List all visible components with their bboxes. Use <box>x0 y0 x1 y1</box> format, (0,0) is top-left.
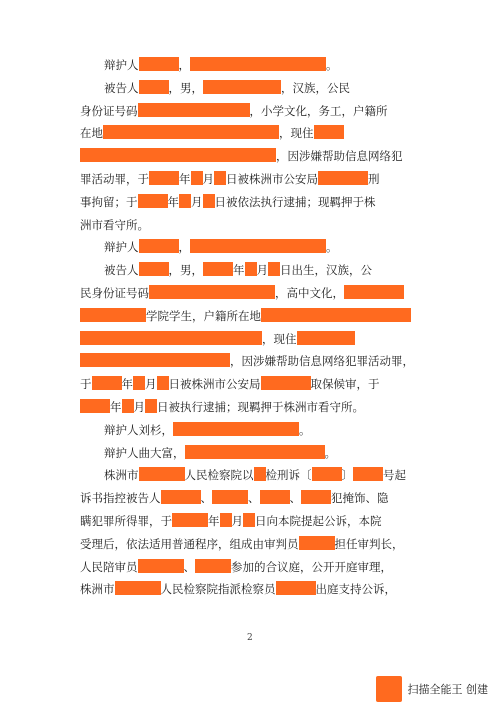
page-number: 2 <box>247 633 253 643</box>
line-text: 月 <box>231 514 243 528</box>
text-line <box>80 170 440 189</box>
redaction-block <box>179 194 191 208</box>
redaction-block <box>157 376 169 390</box>
text-line <box>80 193 440 212</box>
line-text: ，现住 <box>279 126 314 141</box>
redaction-block <box>138 103 250 117</box>
line-text: 月 <box>191 194 203 209</box>
redaction-block <box>139 80 169 94</box>
line-text: 民身份证号码 <box>80 286 149 300</box>
line-text: 年 <box>208 514 220 528</box>
line-text: 辩护人刘杉， <box>104 422 173 437</box>
redaction-block <box>314 125 344 139</box>
line-text: ，汉族，公民 <box>281 80 350 95</box>
line-text: 出庭支持公诉， <box>315 582 396 597</box>
redaction-block <box>173 422 299 436</box>
line-text: 检刑诉〔 <box>265 468 312 483</box>
line-text: ，因涉嫌帮助信息网络犯 <box>276 149 403 164</box>
redaction-block <box>297 331 355 345</box>
redaction-block <box>139 57 179 71</box>
line-text: 年 <box>110 400 122 414</box>
line-text: ，小学文化，务工，户籍所 <box>249 103 388 118</box>
line-text: 人民陪审员 <box>80 559 138 574</box>
line-text: 〕 <box>341 468 353 483</box>
text-line <box>80 489 440 508</box>
redaction-block <box>301 490 331 504</box>
line-text: 担任审判长， <box>334 536 404 551</box>
redaction-block <box>149 171 179 185</box>
line-text: 日出生，汉族，公 <box>280 263 372 278</box>
redaction-block <box>245 262 257 276</box>
redaction-block <box>139 467 185 481</box>
text-line <box>80 238 464 257</box>
redaction-block <box>145 399 157 413</box>
text-line <box>80 466 464 485</box>
text-line <box>80 421 464 440</box>
line-text: 瞒犯罪所得罪，于 <box>80 514 172 528</box>
line-text: 取保候审，于 <box>310 377 380 392</box>
redaction-block <box>318 171 368 185</box>
redaction-block <box>190 57 326 71</box>
line-text: 月 <box>202 172 214 186</box>
line-text: ，男， <box>168 80 203 95</box>
redaction-block <box>190 239 326 253</box>
line-text: 日向本院提起公诉，本院 <box>255 514 382 528</box>
line-text: 年 <box>233 263 245 278</box>
text-line <box>80 284 440 303</box>
text-line <box>80 512 440 531</box>
text-line <box>80 330 440 349</box>
line-text: 诉书指控被告人 <box>80 491 161 506</box>
line-text: 在地 <box>80 126 103 141</box>
line-text: ， <box>178 240 190 255</box>
text-line <box>80 147 440 166</box>
text-line <box>80 535 440 554</box>
redaction-block <box>80 308 146 322</box>
redaction-block <box>261 308 411 322</box>
line-text: 日被依法执行逮捕；现羁押于株 <box>214 194 376 209</box>
redaction-block <box>133 376 145 390</box>
redaction-block <box>203 194 215 208</box>
line-text: 辩护人 <box>104 58 139 72</box>
text-line <box>80 558 440 577</box>
redaction-block <box>80 353 230 367</box>
line-text: 刑 <box>368 172 380 186</box>
redaction-block <box>138 194 168 208</box>
text-line <box>80 124 440 143</box>
redaction-block <box>80 331 262 345</box>
redaction-block <box>122 399 134 413</box>
redaction-block <box>312 467 342 481</box>
redaction-block <box>172 513 208 527</box>
text-line <box>80 56 464 75</box>
line-text: 。 <box>324 445 336 460</box>
line-text: ，现住 <box>262 331 297 346</box>
line-text: 。 <box>326 240 338 255</box>
line-text: 年 <box>167 194 179 209</box>
line-text: 年 <box>179 172 191 186</box>
line-text: 、 <box>200 491 212 506</box>
redaction-block <box>138 559 184 573</box>
redaction-block <box>344 285 404 299</box>
line-text: 月 <box>145 377 157 392</box>
line-text: ，男， <box>168 263 203 278</box>
text-line <box>80 398 440 417</box>
text-line <box>80 216 440 235</box>
line-text: 辩护人曲大富， <box>104 445 185 460</box>
text-line <box>80 307 440 326</box>
line-text: 受理后，依法适用普通程序，组成由审判员 <box>80 536 299 551</box>
scanner-watermark <box>376 676 489 702</box>
line-text: 月 <box>256 263 268 278</box>
line-text: 、 <box>248 491 260 506</box>
text-line <box>80 444 464 463</box>
line-text: 犯掩饰、隐 <box>331 491 389 506</box>
line-text: 月 <box>133 400 145 414</box>
redaction-block <box>139 262 169 276</box>
line-text: ，高中文化， <box>275 286 344 300</box>
camscanner-logo-icon <box>376 676 402 702</box>
line-text: 身份证号码 <box>80 103 138 118</box>
redaction-block <box>254 467 266 481</box>
line-text: 罪活动罪，于 <box>80 172 149 186</box>
line-text: 洲市看守所。 <box>80 217 149 232</box>
redaction-block <box>115 581 161 595</box>
redaction-block <box>139 239 179 253</box>
line-text: 被告人 <box>104 263 139 278</box>
redaction-block <box>212 490 248 504</box>
line-text: 日被株洲市公安局 <box>226 172 318 186</box>
redaction-block <box>92 376 122 390</box>
line-text: 号起 <box>383 468 406 483</box>
text-line <box>80 261 464 280</box>
redaction-block <box>276 581 316 595</box>
line-text: 辩护人 <box>104 240 139 255</box>
text-line <box>80 79 464 98</box>
text-line <box>80 580 440 599</box>
redaction-block <box>149 285 275 299</box>
line-text: 于 <box>80 377 92 392</box>
line-text: 。 <box>326 58 338 72</box>
redaction-block <box>243 513 255 527</box>
text-line <box>80 375 440 394</box>
redaction-block <box>261 376 311 390</box>
line-text: 。 <box>299 422 311 437</box>
redaction-block <box>220 513 232 527</box>
line-text: 被告人 <box>104 80 139 95</box>
redaction-block <box>80 148 276 162</box>
redaction-block <box>299 536 335 550</box>
line-text: ，因涉嫌帮助信息网络犯罪活动罪， <box>230 354 414 369</box>
line-text: 年 <box>121 377 133 392</box>
redaction-block <box>260 490 290 504</box>
line-text: 日被株洲市公安局 <box>168 377 261 392</box>
watermark-brand: 扫描全能王 创建 <box>407 683 488 696</box>
redaction-block <box>191 171 203 185</box>
redaction-block <box>195 559 231 573</box>
line-text: 参加的合议庭，公开开庭审理， <box>231 559 392 574</box>
redaction-block <box>268 262 280 276</box>
redaction-block <box>203 262 233 276</box>
line-text: 事拘留；于 <box>80 194 138 209</box>
redaction-block <box>80 399 110 413</box>
text-line <box>80 352 440 371</box>
line-text: 学院学生，户籍所在地 <box>146 308 261 323</box>
redaction-block <box>353 467 383 481</box>
redaction-block <box>103 125 279 139</box>
redaction-block <box>185 445 325 459</box>
line-text: 、 <box>289 491 301 506</box>
text-line <box>80 102 440 121</box>
line-text: 人民检察院指派检察员 <box>160 582 276 597</box>
line-text: 人民检察院以 <box>184 468 254 483</box>
line-text: 日被执行逮捕；现羁押于株洲市看守所。 <box>157 400 364 414</box>
redaction-block <box>214 171 226 185</box>
line-text: 株洲市 <box>104 468 139 483</box>
line-text: 、 <box>183 559 195 574</box>
redaction-block <box>161 490 201 504</box>
line-text: ， <box>178 58 190 72</box>
line-text: 株洲市 <box>80 582 115 597</box>
redaction-block <box>203 80 281 94</box>
